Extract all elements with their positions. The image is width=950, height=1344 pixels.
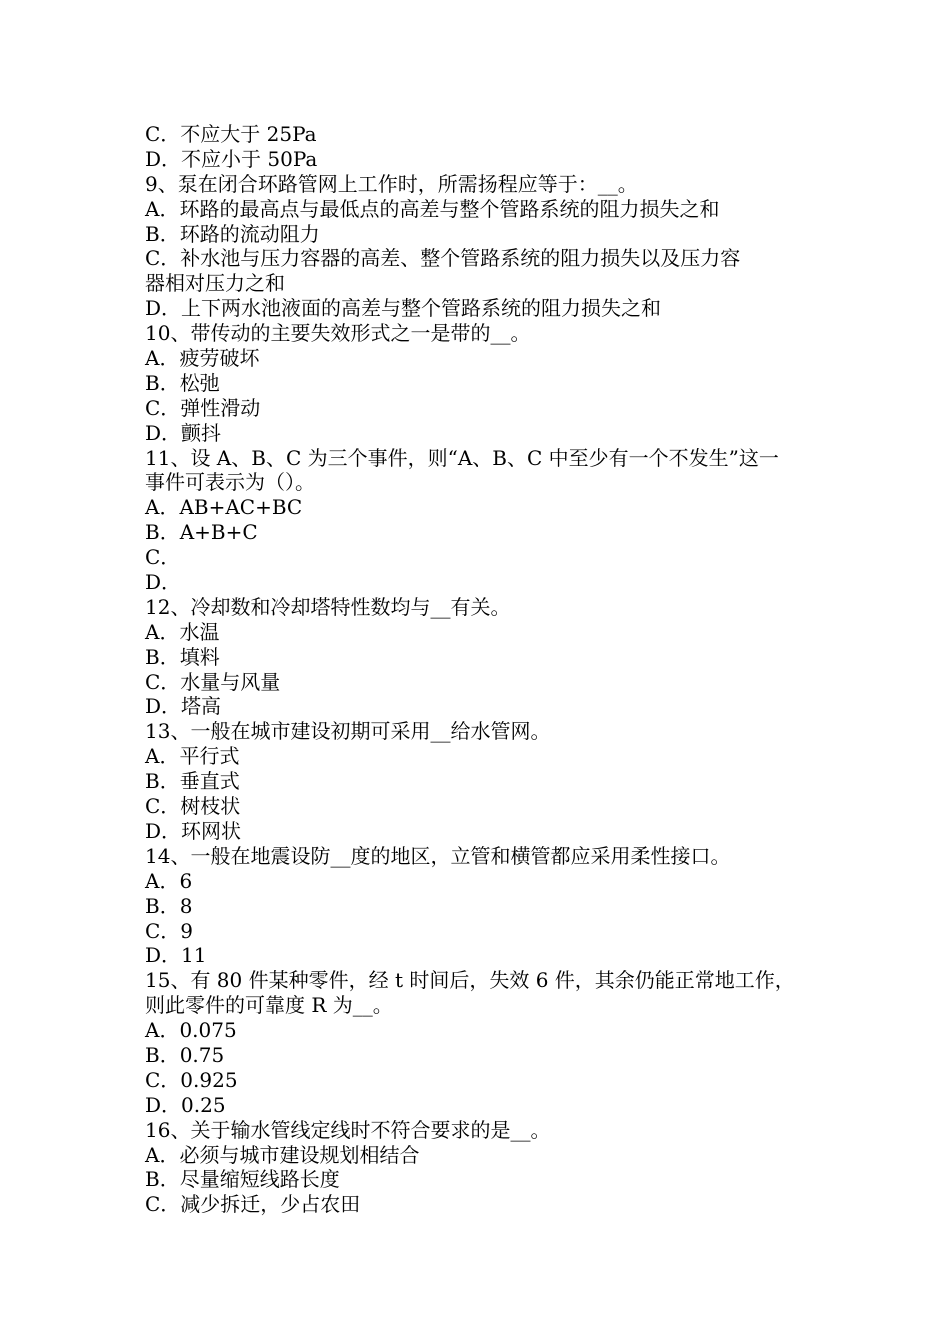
text-line: D．塔高 <box>145 694 222 719</box>
text-line: B．A+B+C <box>145 520 258 545</box>
text-line: 15、有 80 件某种零件，经 t 时间后，失效 6 件，其余仍能正常地工作， <box>145 968 795 993</box>
text-line: B．垂直式 <box>145 769 240 794</box>
text-line: 则此零件的可靠度 R 为__。 <box>145 993 393 1018</box>
text-line: A．必须与城市建设规划相结合 <box>145 1142 420 1167</box>
text-line: A．水温 <box>145 619 220 644</box>
text-line: D．颤抖 <box>145 420 222 445</box>
text-line: A．AB+AC+BC <box>145 495 303 520</box>
text-line: 10、带传动的主要失效形式之一是带的__。 <box>145 321 531 346</box>
text-line: B．0.75 <box>145 1042 225 1067</box>
document-page <box>145 122 810 1217</box>
text-line: A．6 <box>145 868 193 893</box>
text-line: B．8 <box>145 893 193 918</box>
text-line: C．减少拆迁，少占农田 <box>145 1192 361 1217</box>
text-line: A．平行式 <box>145 744 240 769</box>
text-line: A．环路的最高点与最低点的高差与整个管路系统的阻力损失之和 <box>145 196 720 221</box>
text-line: A．0.075 <box>145 1018 237 1043</box>
text-line: C．补水池与压力容器的高差、整个管路系统的阻力损失以及压力容 <box>145 246 741 271</box>
text-line: C．水量与风量 <box>145 669 281 694</box>
text-line: C．弹性滑动 <box>145 395 261 420</box>
text-line: 12、冷却数和冷却塔特性数均与__有关。 <box>145 594 511 619</box>
text-line: C．9 <box>145 918 194 943</box>
text-line: B．松弛 <box>145 370 220 395</box>
text-line: 11、设 A、B、C 为三个事件，则“A、B、C 中至少有一个不发生”这一 <box>145 445 779 470</box>
text-line: D．11 <box>145 943 207 968</box>
text-line: 13、一般在城市建设初期可采用__给水管网。 <box>145 719 551 744</box>
text-line: B．尽量缩短线路长度 <box>145 1167 340 1192</box>
text-line: 事件可表示为（）。 <box>145 470 315 495</box>
text-line: D．上下两水池液面的高差与整个管路系统的阻力损失之和 <box>145 296 662 321</box>
text-line: D．不应小于 50Pa <box>145 146 318 171</box>
text-line: 14、一般在地震设防__度的地区，立管和横管都应采用柔性接口。 <box>145 843 731 868</box>
text-line: D．0.25 <box>145 1092 226 1117</box>
text-line: 9、泵在闭合环路管网上工作时，所需扬程应等于：__。 <box>145 171 638 196</box>
text-line: D．环网状 <box>145 818 242 843</box>
text-line: C．不应大于 25Pa <box>145 122 317 146</box>
text-line: B．环路的流动阻力 <box>145 221 320 246</box>
text-line: C． <box>145 545 181 570</box>
text-line: C．0.925 <box>145 1067 238 1092</box>
text-line: 器相对压力之和 <box>145 271 285 296</box>
text-line: D． <box>145 570 182 595</box>
text-line: C．树枝状 <box>145 794 241 819</box>
text-line: B．填料 <box>145 644 220 669</box>
text-line: 16、关于输水管线定线时不符合要求的是__。 <box>145 1117 551 1142</box>
text-line: A．疲劳破坏 <box>145 346 260 371</box>
